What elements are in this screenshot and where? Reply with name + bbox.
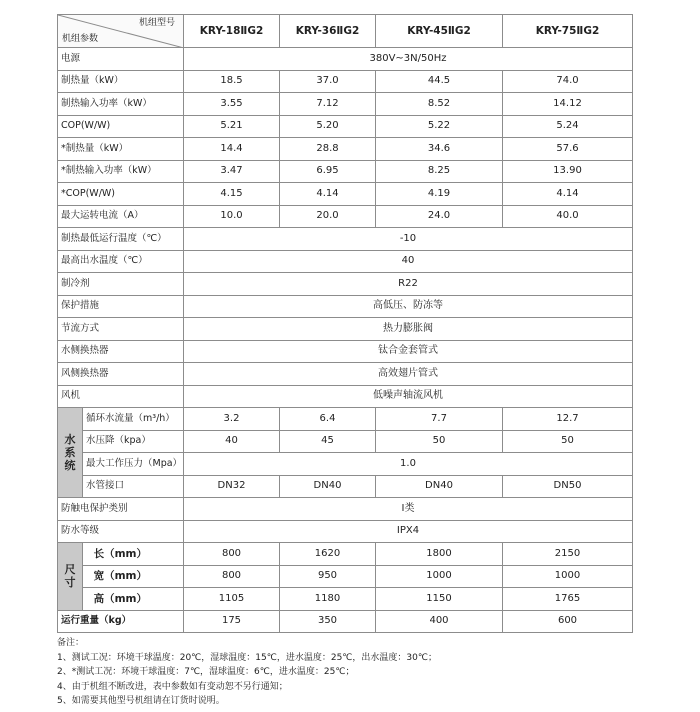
model-header: KRY-36ⅡG2 [280, 15, 376, 48]
row-value: 1180 [280, 588, 376, 611]
row-label: 制冷剂 [58, 273, 184, 296]
row-label: 最大工作压力（Mpa） [83, 453, 184, 476]
row-value: 350 [280, 610, 376, 633]
row-label: 风机 [58, 385, 184, 408]
note-line: 5、如需要其他型号机组请在订货时说明。 [57, 696, 225, 706]
model-header: KRY-75ⅡG2 [503, 15, 633, 48]
table-row [58, 610, 633, 633]
row-value: DN32 [184, 475, 280, 498]
row-value: 40 [184, 430, 280, 453]
row-value: 400 [376, 610, 503, 633]
row-value: 24.0 [376, 205, 503, 228]
table-row [58, 48, 633, 71]
row-value: 20.0 [280, 205, 376, 228]
row-value: 高低压、防冻等 [184, 295, 633, 318]
table-row [58, 138, 633, 161]
note-line: 2、*测试工况：环境干球温度：7℃，湿球温度：6℃，进水温度：25℃； [57, 667, 355, 677]
row-value: 高效翅片管式 [184, 363, 633, 386]
note-line: 4、由于机组不断改进，表中参数如有变动恕不另行通知； [57, 681, 288, 692]
row-value: 7.12 [280, 93, 376, 116]
row-label: *制热输入功率（kW） [58, 160, 184, 183]
table-row [58, 363, 633, 386]
row-label: 防水等级 [58, 520, 184, 543]
row-value: 57.6 [503, 138, 633, 161]
row-value: 600 [503, 610, 633, 633]
row-value: DN40 [280, 475, 376, 498]
row-value: 7.7 [376, 408, 503, 431]
row-value: 3.55 [184, 93, 280, 116]
row-value: -10 [184, 228, 633, 251]
table-row [58, 273, 633, 296]
table-row [58, 453, 633, 476]
row-value: 4.14 [280, 183, 376, 206]
table-row [58, 205, 633, 228]
row-value: 5.22 [376, 115, 503, 138]
row-label: 制热最低运行温度（℃） [58, 228, 184, 251]
row-value: 5.24 [503, 115, 633, 138]
row-value: 钛合金套管式 [184, 340, 633, 363]
notes-section [57, 636, 657, 709]
row-value: 34.6 [376, 138, 503, 161]
table-row [58, 475, 633, 498]
table-row [58, 93, 633, 116]
table-row [58, 160, 633, 183]
header-row [58, 15, 633, 48]
note-line: 备注： [57, 638, 85, 648]
row-value: 4.14 [503, 183, 633, 206]
row-label: 制热量（kW） [58, 70, 184, 93]
row-value: 10.0 [184, 205, 280, 228]
row-value: 1.0 [184, 453, 633, 476]
row-label: COP(W/W) [58, 115, 184, 138]
row-label: 风侧换热器 [58, 363, 184, 386]
row-label: 节流方式 [58, 318, 184, 341]
row-label: 电源 [58, 48, 184, 71]
dimension-group-label [58, 543, 83, 611]
row-value: IPX4 [184, 520, 633, 543]
row-label: 高（mm） [83, 588, 184, 611]
table-row [58, 295, 633, 318]
row-value: 12.7 [503, 408, 633, 431]
row-label: 防触电保护类别 [58, 498, 184, 521]
row-value: 40 [184, 250, 633, 273]
row-value: 14.12 [503, 93, 633, 116]
row-value: 18.5 [184, 70, 280, 93]
table-row [58, 430, 633, 453]
row-value: R22 [184, 273, 633, 296]
table-row [58, 385, 633, 408]
row-value: 14.4 [184, 138, 280, 161]
row-value: DN40 [376, 475, 503, 498]
row-value: 2150 [503, 543, 633, 566]
row-label: 最大运转电流（A） [58, 205, 184, 228]
row-label: 制热输入功率（kW） [58, 93, 184, 116]
table-row [58, 520, 633, 543]
row-value: 50 [376, 430, 503, 453]
table-row [58, 565, 633, 588]
row-value: 5.20 [280, 115, 376, 138]
row-value: 950 [280, 565, 376, 588]
row-value: 800 [184, 565, 280, 588]
table-row [58, 340, 633, 363]
row-value: 175 [184, 610, 280, 633]
param-label: 机组参数 [62, 34, 99, 44]
row-label: *COP(W/W) [58, 183, 184, 206]
table-row [58, 70, 633, 93]
row-value: 3.47 [184, 160, 280, 183]
row-value: 40.0 [503, 205, 633, 228]
row-value: 6.4 [280, 408, 376, 431]
table-row [58, 318, 633, 341]
row-value: 4.15 [184, 183, 280, 206]
model-header: KRY-45ⅡG2 [376, 15, 503, 48]
row-label: 最高出水温度（℃） [58, 250, 184, 273]
table-row [58, 115, 633, 138]
group-text: 尺寸 [64, 563, 76, 590]
row-value: 8.52 [376, 93, 503, 116]
row-label: 宽（mm） [83, 565, 184, 588]
water-system-group-label [58, 408, 83, 498]
row-value: 5.21 [184, 115, 280, 138]
row-value: 1105 [184, 588, 280, 611]
row-value: 热力膨胀阀 [184, 318, 633, 341]
row-label: *制热量（kW） [58, 138, 184, 161]
note-line: 1、测试工况：环境干球温度：20℃，湿球温度：15℃，进水温度：25℃，出水温度：30℃； [57, 652, 437, 663]
row-label: 水管接口 [83, 475, 184, 498]
model-label: 机组型号 [138, 18, 175, 28]
row-value: 28.8 [280, 138, 376, 161]
table-row [58, 250, 633, 273]
table-row [58, 588, 633, 611]
row-value: 1000 [376, 565, 503, 588]
row-label: 运行重量（kg） [58, 610, 184, 633]
group-text: 水系统 [64, 433, 76, 472]
row-value: 8.25 [376, 160, 503, 183]
row-value: DN50 [503, 475, 633, 498]
row-value: 74.0 [503, 70, 633, 93]
row-value: 1765 [503, 588, 633, 611]
row-value: 6.95 [280, 160, 376, 183]
row-value: 1150 [376, 588, 503, 611]
row-value: 45 [280, 430, 376, 453]
table-row [58, 408, 633, 431]
header-corner-cell [58, 15, 184, 48]
row-value: 800 [184, 543, 280, 566]
row-value: 低噪声轴流风机 [184, 385, 633, 408]
row-label: 长（mm） [83, 543, 184, 566]
row-value: 50 [503, 430, 633, 453]
spec-table [57, 14, 633, 633]
row-value: 1000 [503, 565, 633, 588]
row-value: 13.90 [503, 160, 633, 183]
row-label: 保护措施 [58, 295, 184, 318]
table-row [58, 498, 633, 521]
row-value: 37.0 [280, 70, 376, 93]
row-value: 3.2 [184, 408, 280, 431]
row-value: Ⅰ类 [184, 498, 633, 521]
row-label: 循环水流量（m³/h） [83, 408, 184, 431]
row-value: 380V~3N/50Hz [184, 48, 633, 71]
row-value: 1620 [280, 543, 376, 566]
row-label: 水侧换热器 [58, 340, 184, 363]
row-label: 水压降（kpa） [83, 430, 184, 453]
table-row [58, 183, 633, 206]
row-value: 1800 [376, 543, 503, 566]
row-value: 4.19 [376, 183, 503, 206]
row-value: 44.5 [376, 70, 503, 93]
model-header: KRY-18ⅡG2 [184, 15, 280, 48]
table-row [58, 228, 633, 251]
table-row [58, 543, 633, 566]
